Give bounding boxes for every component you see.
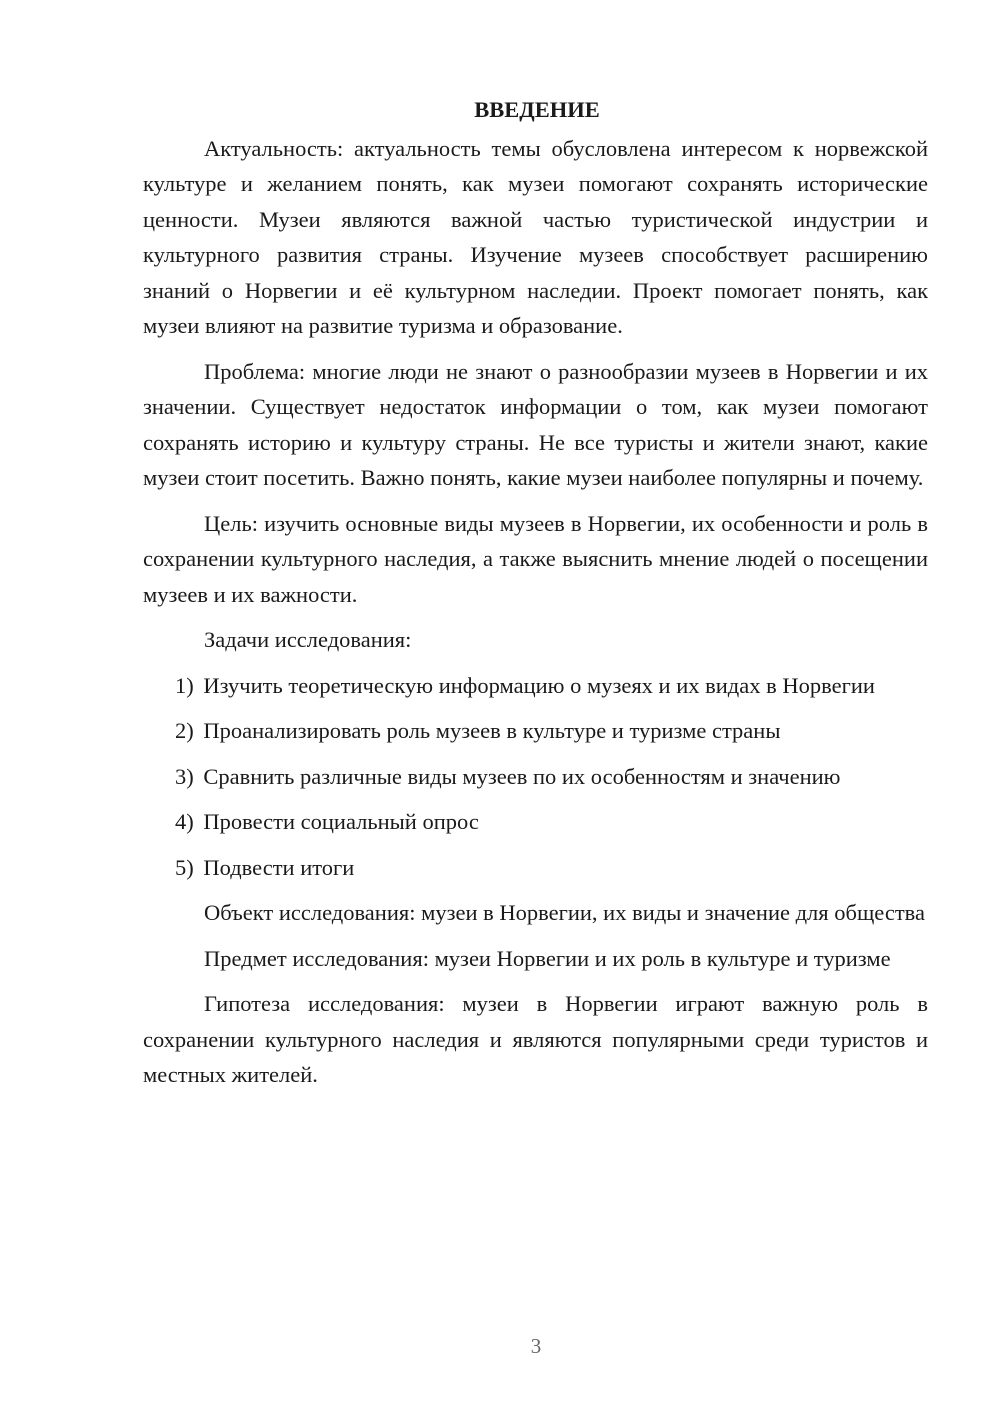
list-item <box>143 759 928 795</box>
page-number: 3 <box>530 1334 542 1358</box>
list-item-number: 1) <box>175 672 194 698</box>
list-item-number: 2) <box>175 718 194 743</box>
page-body <box>143 92 928 1103</box>
list-item <box>143 804 928 840</box>
list-item-number: 3) <box>175 763 194 789</box>
list-item-number: 5) <box>175 854 194 880</box>
list-item-text: Изучить теоретическую информацию о музеях и их видах в Норвегии <box>203 672 875 698</box>
list-item-text: Подвести итоги <box>203 854 355 880</box>
tasks-heading: Задачи исследования: <box>204 627 412 652</box>
list-item-text: Проанализировать роль музеев в культуре и туризме страны <box>203 718 781 743</box>
paragraph-object: Объект исследования: музеи в Норвегии, их виды и значение для общества <box>204 900 925 925</box>
paragraph-goal: Цель: изучить основные виды музеев в Норвегии, их особенности и роль в сохранении культурного наследия, а также выяснить мнение людей о посещении музеев и их важности. <box>143 510 928 607</box>
paragraph-relevance: Актуальность: актуальность темы обусловлена интересом к норвежской культуре и желанием понять, как музеи помогают сохранять исторические ценности. Музеи являются важной частью туристической индустрии и культурного развития страны. Изучение музеев способствует расширению знаний о Норвегии и её культурном наследии. Проект помогает понять, как музеи влияют на развитие туризма и образование. <box>143 135 928 338</box>
tasks-list <box>143 668 928 886</box>
list-item-number: 4) <box>175 809 194 834</box>
page-title: ВВЕДЕНИЕ <box>474 97 600 122</box>
list-item-text: Провести социальный опрос <box>203 809 479 834</box>
list-item <box>143 713 928 749</box>
list-item <box>143 850 928 886</box>
paragraph-hypothesis: Гипотеза исследования: музеи в Норвегии играют важную роль в сохранении культурного наследия и являются популярными среди туристов и местных жителей. <box>143 991 928 1087</box>
paragraph-problem: Проблема: многие люди не знают о разнообразии музеев в Норвегии и их значении. Существует недостаток информации о том, как музеи помогают сохранять историю и культуру страны. Не все туристы и жители знают, какие музеи стоит посетить. Важно понять, какие музеи наиболее популярны и почему. <box>143 358 928 490</box>
list-item-text: Сравнить различные виды музеев по их особенностям и значению <box>203 763 841 789</box>
paragraph-subject: Предмет исследования: музеи Норвегии и их роль в культуре и туризме <box>204 945 891 971</box>
list-item <box>143 668 928 704</box>
